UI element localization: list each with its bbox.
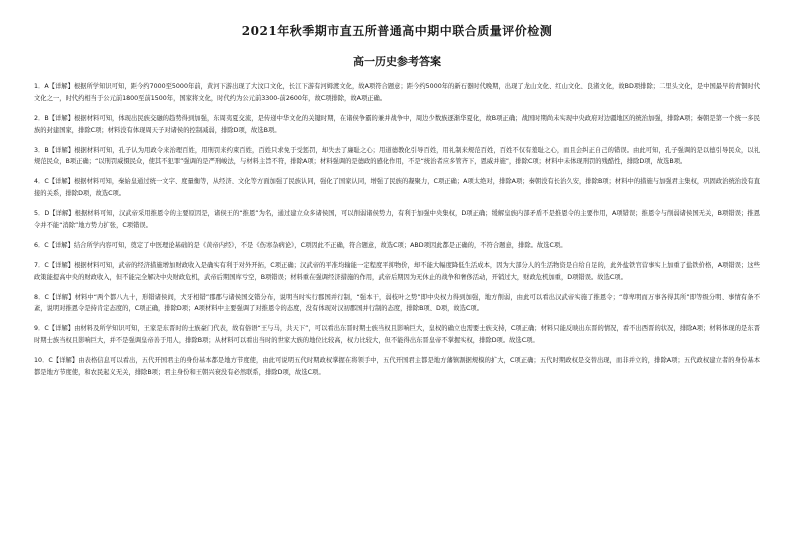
answer-item-5: 5．D【详解】根据材料可知，汉武帝采用推恩令的主要原因是，诸侯王的“推恩”为名，通过建立众多诸侯国，可以削弱诸侯势力，有利于加强中央集权，D项正确；缓解皇族内部矛盾不是推恩令的主要作用，A项错误；推恩令与削弱诸侯国无关，B项错误；推恩令并不能“消除”地方势力扩张，C项错误。 [34,210,760,229]
answer-item-2: 2．B【详解】根据材料可知，体现出民族交融的趋势得到加强，东周夷夏交流，是传递中华文化的关键时期，在诸侯争霸的兼并战争中，周边少数族逐渐华夏化，故B项正确；战国时期尚未实现中央政府对边疆地区的统治加强，排除A项；秦朝是第一个统一多民族的封建国家，排除C项；材料没有体现周天子对诸侯的控制减弱，排除D项，故选B项。 [34,114,760,134]
answer-item-4: 4．C【详解】根据材料可知，秦始皇通过统一文字、度量衡等，从经济、文化等方面加强了民族认同，强化了国家认同，增强了民族的凝聚力，C项正确；A项太绝对，排除A项；秦朝没有长治久安，排除B项；材料中的措施与加强君主集权，巩固政治统治没有直接的关系，排除D项，故选C项。 [34,178,760,198]
answer-item-1: 1．A【详解】根据所学知识可知，距今约7000至5000年前，黄河下游出现了大汶口文化，长江下游有河姆渡文化，故A项符合题意；距今约5000年的新石器时代晚期，出现了龙山文化、红山文化、良渚文化，故BD项排除；二里头文化，是中国最早的青铜时代文化之一，时代约相当于公元前1800至前1500年，国家将文化，时代约为公元前3300-前2600年，故C项排除，故A项正确。 [34,83,760,102]
document-title: 2021年秋季期市直五所普通高中期中联合质量评价检测 [241,24,553,38]
answer-item-6: 6．C【详解】结合所学内容可知，奠定了中医理论基础的是《黄帝内经》，不是《伤寒杂病论》，C项因此不正确，符合题意，故选C项；ABD项因此都是正确的，不符合题意，排除。故选C项。 [34,241,567,249]
answer-item-8: 8．C【详解】材料中“两个都八九十，形错诸侯间，犬牙相错”郡郡与诸侯国交错分布，说明当时实行郡国并行制，“强本干，弱枝叶之势”即中央权力得到加强，地方削弱，由此可以看出汉武帝实施了推恩令；“尊卑明而万事各得其所”即等级分明、事情有条不紊，说明对推恩令是持肯定态度的，C项正确，排除D项；A项材料中主要强调了对推恩令的态度，没有体现对汉初郡国并行制的态度，排除B项、D项，故选C项。 [34,293,760,313]
answer-item-9: 9．C【详解】由材料及所学知识可知，王家是东晋时的士族豪门代表，故有俗语“王与马，共天下”，可以看出东晋时期士族当权且影响巨大，皇权的确立也需要士族支持，C项正确；材料只能反映出东晋的情况，看不出西晋的状况，排除A项；材料体现的是东晋时期士族当权且影响巨大，并不是强调皇帝善于用人，排除B项；从材料可以看出当时的世家大族的地位比较高，权力比较大，但不能得出东晋皇帝不掌握实权，排除D项。故选C项。 [34,325,760,345]
document-subtitle: 高一历史参考答案 [353,55,441,68]
answer-item-10: 10．C【详解】由表格信息可以看出，五代开国君主的身份基本都是地方节度使，由此可说明五代时期政权掌握在将领手中，五代开国君主都是地方藩镇割据规模的扩大，C项正确；五代时期政权是交替出现，而非并立的，排除A项；五代政权建立者的身份基本都是地方节度使，和农民起义无关，排除B项；君主身份和王朝兴衰没有必然联系，排除D项，故选C项。 [34,357,760,377]
answer-item-7: 7．C【详解】根据材料可知，武帝的经济措施增加财政收入是确实有利于对外开拓，C项正确；汉武帝的平准均输能一定程度平抑物价，却不能大幅度降低生活成本，因为大部分人的生活物资是自给自足的，此外盐铁官营事实上加重了盐铁价格，A项错误；这些政策能提高中央的财政收入，但不能完全解决中央财政危机，武帝后期国库亏空，B项错误；材料重在强调经济措施的作用，武帝后期因为无休止的战争和奢侈活动，开销过大，财政危机加重，D项错误。故选C项。 [34,261,760,281]
answer-item-3: 3．B【详解】根据材料可知，孔子认为用政令来治理百姓，用刑罚来约束百姓，百姓只求免于受惩罚，却失去了廉耻之心；用道德教化引导百姓，用礼制来规范百姓，百姓不仅有羞耻之心，而且会纠正自己的错误。由此可知，孔子强调的是以德引导民众，以礼规范民众，B项正确；“以刑罚威慑民众，使其不犯罪”强调的是严刑峻法，与材料主旨不符，排除A项；材料强调的是德政的感化作用，不是“统治者应多管齐下，恩威并施”，排除C项；材料中未体现刑罚的残酷性，排除D项，故选B项。 [34,146,760,166]
